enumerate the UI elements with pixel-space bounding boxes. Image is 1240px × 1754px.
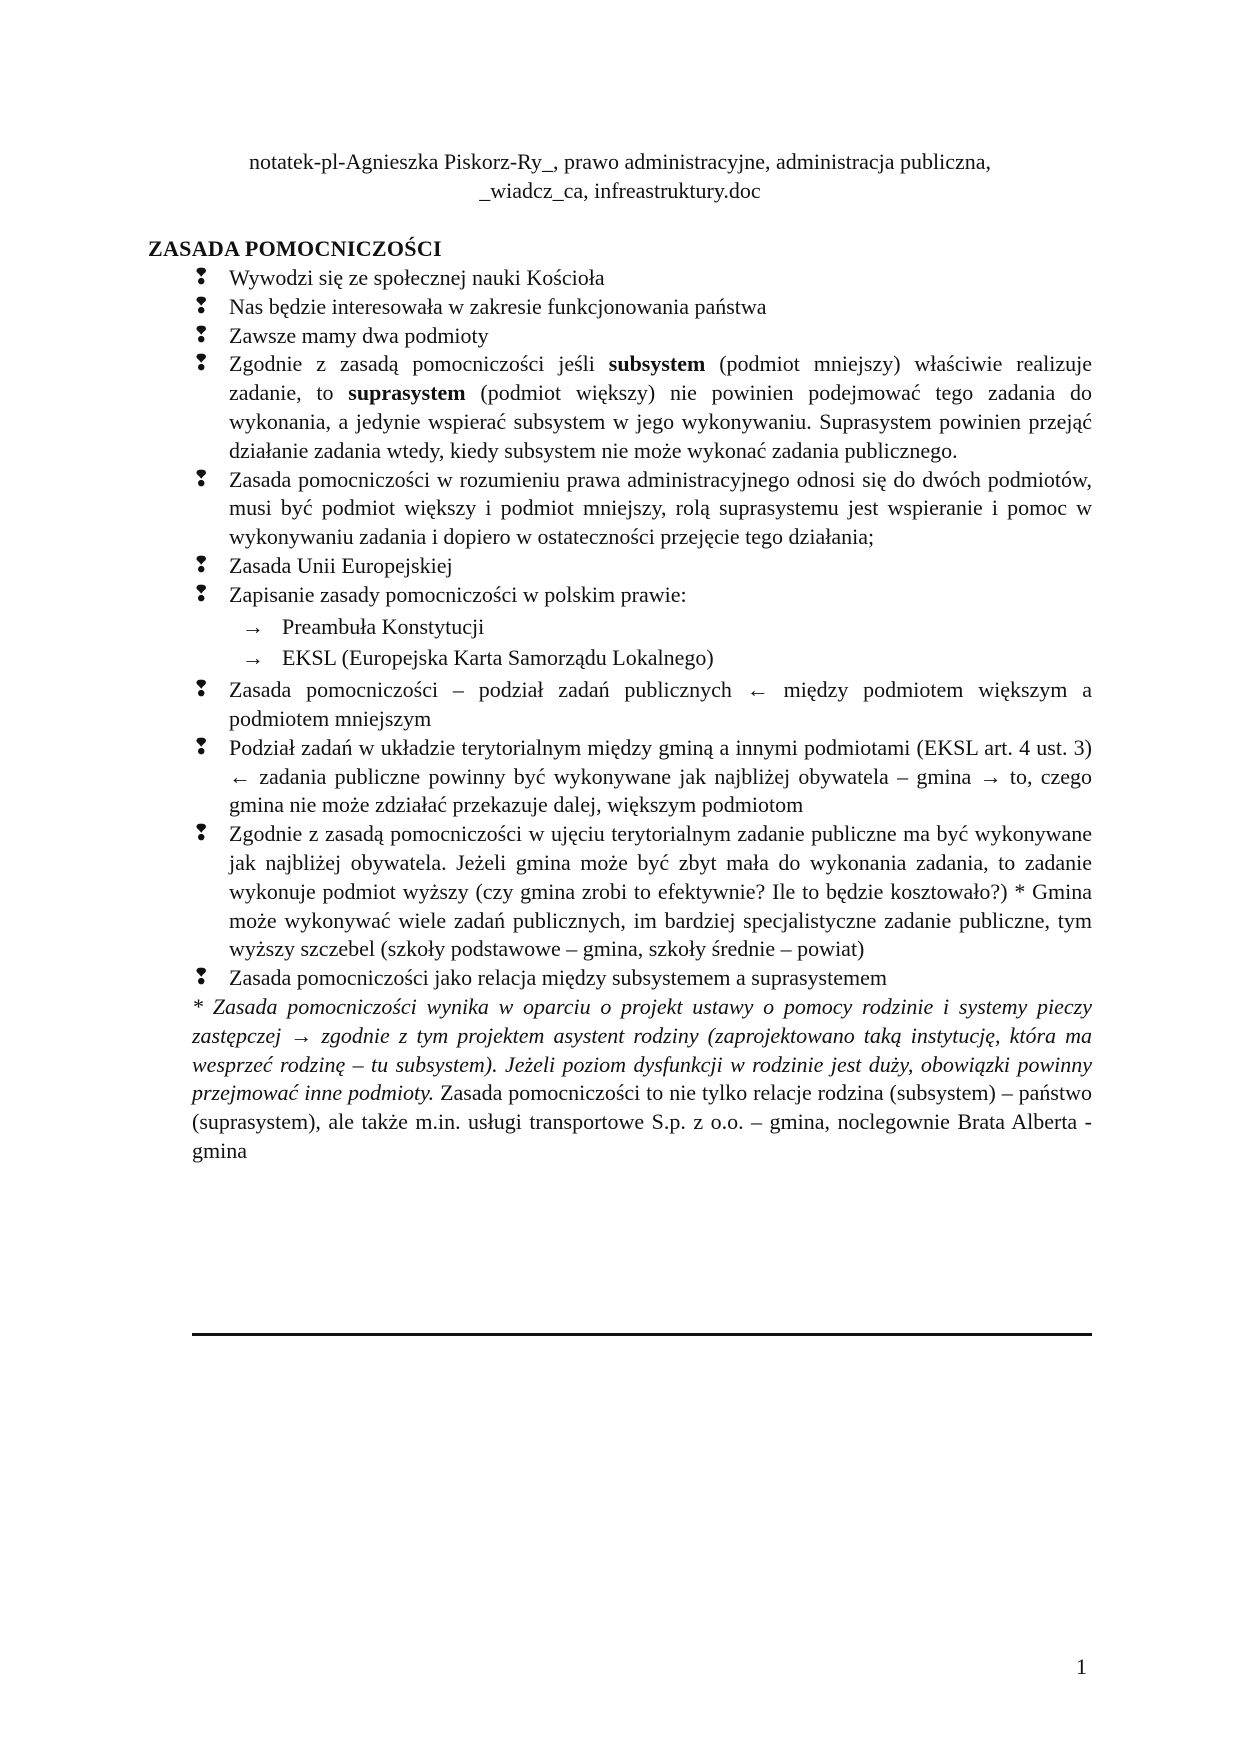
exclamation-bullet-icon: ❢ <box>192 351 211 377</box>
exclamation-bullet-icon: ❢ <box>192 293 211 319</box>
footnote-paragraph <box>192 993 1092 1166</box>
bullet-item <box>192 581 1092 610</box>
bullet-item <box>192 350 1092 465</box>
exclamation-bullet-icon: ❢ <box>192 466 211 492</box>
exclamation-bullet-icon: ❢ <box>192 677 211 703</box>
section-heading: ZASADA POMOCNICZOŚCI <box>148 236 442 261</box>
bullet-text: Zapisanie zasady pomocniczości w polskim prawie: <box>229 581 687 607</box>
bullet-text: Zasada pomocniczości w rozumieniu prawa administracyjnego odnosi się do dwóch podmiotów, musi być podmiot większy i podmiot mniejszy, rolą suprasystemu jest wspieranie i pomoc w wykonywaniu zadania i dopiero w ostateczności przejęcie tego działania; <box>229 466 1092 550</box>
footnote-normal-text: Zasada pomocniczości to nie tylko relacje rodzina (subsystem) – państwo (suprasystem), ale także m.in. usługi transportowe S.p. z o.o. – gmina, noclegownie Brata Alberta - gmina <box>192 1080 1092 1163</box>
bullet-item <box>192 322 1092 351</box>
header-line-1: notatek-pl-Agnieszka Piskorz-Ry_, prawo administracyjne, administracja publiczna, <box>248 149 991 174</box>
exclamation-bullet-icon: ❢ <box>192 581 211 607</box>
exclamation-bullet-icon: ❢ <box>192 265 211 290</box>
bullet-item <box>192 676 1092 734</box>
header-line-2: _wiadcz_ca, infreastruktury.doc <box>479 178 761 203</box>
sub-item <box>192 613 1092 642</box>
document-header <box>150 147 1090 205</box>
horizontal-rule <box>192 1333 1092 1336</box>
exclamation-bullet-icon: ❢ <box>192 322 211 348</box>
bullet-item <box>192 293 1092 322</box>
bullet-text: Podział zadań w układzie terytorialnym między gminą a innymi podmiotami (EKSL art. 4 ust. 3) ← zadania publiczne powinny być wykonywane jak najbliżej obywatela – gmina → to, czego gmina nie może zdziałać przekazuje dalej, większym podmiotom <box>229 734 1092 818</box>
bullet-item <box>192 734 1092 820</box>
bullet-list <box>192 264 1092 1166</box>
bullet-item <box>192 964 1092 993</box>
bullet-text-part: (podmiot mniejszy) właściwie realizuje zadanie, to <box>229 351 1092 406</box>
sub-item-text: EKSL (Europejska Karta Samorządu Lokalnego) <box>282 645 714 671</box>
arrow-right-icon: → <box>242 613 264 639</box>
bullet-text-part: Zgodnie z zasadą pomocniczości jeśli <box>229 351 609 377</box>
bullet-text: Zasada pomocniczości – podział zadań publicznych ← między podmiotem większym a podmiotem mniejszym <box>229 677 1092 731</box>
page-number: 1 <box>1076 1654 1087 1679</box>
bold-term-subsystem: subsystem <box>608 351 706 377</box>
sub-item <box>192 644 1092 673</box>
bullet-text: Wywodzi się ze społecznej nauki Kościoła <box>229 265 605 290</box>
sub-item-text: Preambuła Konstytucji <box>282 613 485 639</box>
bullet-item <box>192 552 1092 581</box>
exclamation-bullet-icon: ❢ <box>192 734 211 760</box>
bullet-text: Zasada Unii Europejskiej <box>229 552 453 578</box>
exclamation-bullet-icon: ❢ <box>192 552 211 578</box>
bullet-item <box>192 466 1092 552</box>
bullet-text: Zasada pomocniczości jako relacja między subsystemem a suprasystemem <box>229 965 887 991</box>
arrow-right-icon: → <box>242 645 264 671</box>
bullet-item <box>192 264 1092 293</box>
exclamation-bullet-icon: ❢ <box>192 965 211 991</box>
bullet-text-part: (podmiot większy) nie powinien podejmować tego zadania do wykonania, a jedynie wspierać subsystem w jego wykonywaniu. Suprasystem powinien przejąć działanie zadania wtedy, kiedy subsystem nie może wykonać zadania publicznego. <box>229 380 1092 463</box>
bullet-item <box>192 820 1092 964</box>
footnote-italic-text: * Zasada pomocniczości wynika w oparciu o projekt ustawy o pomocy rodzinie i systemy pieczy zastępczej → zgodnie z tym projektem asystent rodziny (zaprojektowano taką instytucję, która ma wesprzeć rodzinę – tu subsystem). Jeżeli poziom dysfunkcji w rodzinie jest duży, obowiązki powinny przejmować inne podmioty. <box>192 993 1092 1106</box>
bullet-text: Nas będzie interesowała w zakresie funkcjonowania państwa <box>229 293 767 319</box>
bold-term-suprasystem: suprasystem <box>348 380 466 406</box>
exclamation-bullet-icon: ❢ <box>192 821 211 847</box>
bullet-text: Zawsze mamy dwa podmioty <box>229 322 489 348</box>
bullet-text: Zgodnie z zasadą pomocniczości w ujęciu terytorialnym zadanie publiczne ma być wykonywane jak najbliżej obywatela. Jeżeli gmina może być zbyt mała do wykonania zadania, to zadanie wykonuje podmiot wyższy (czy gmina zrobi to efektywnie? Ile to będzie kosztowało?) * Gmina może wykonywać wiele zadań publicznych, im bardziej specjalistyczne zadanie publiczne, tym wyższy szczebel (szkoły podstawowe – gmina, szkoły średnie – powiat) <box>229 821 1092 962</box>
